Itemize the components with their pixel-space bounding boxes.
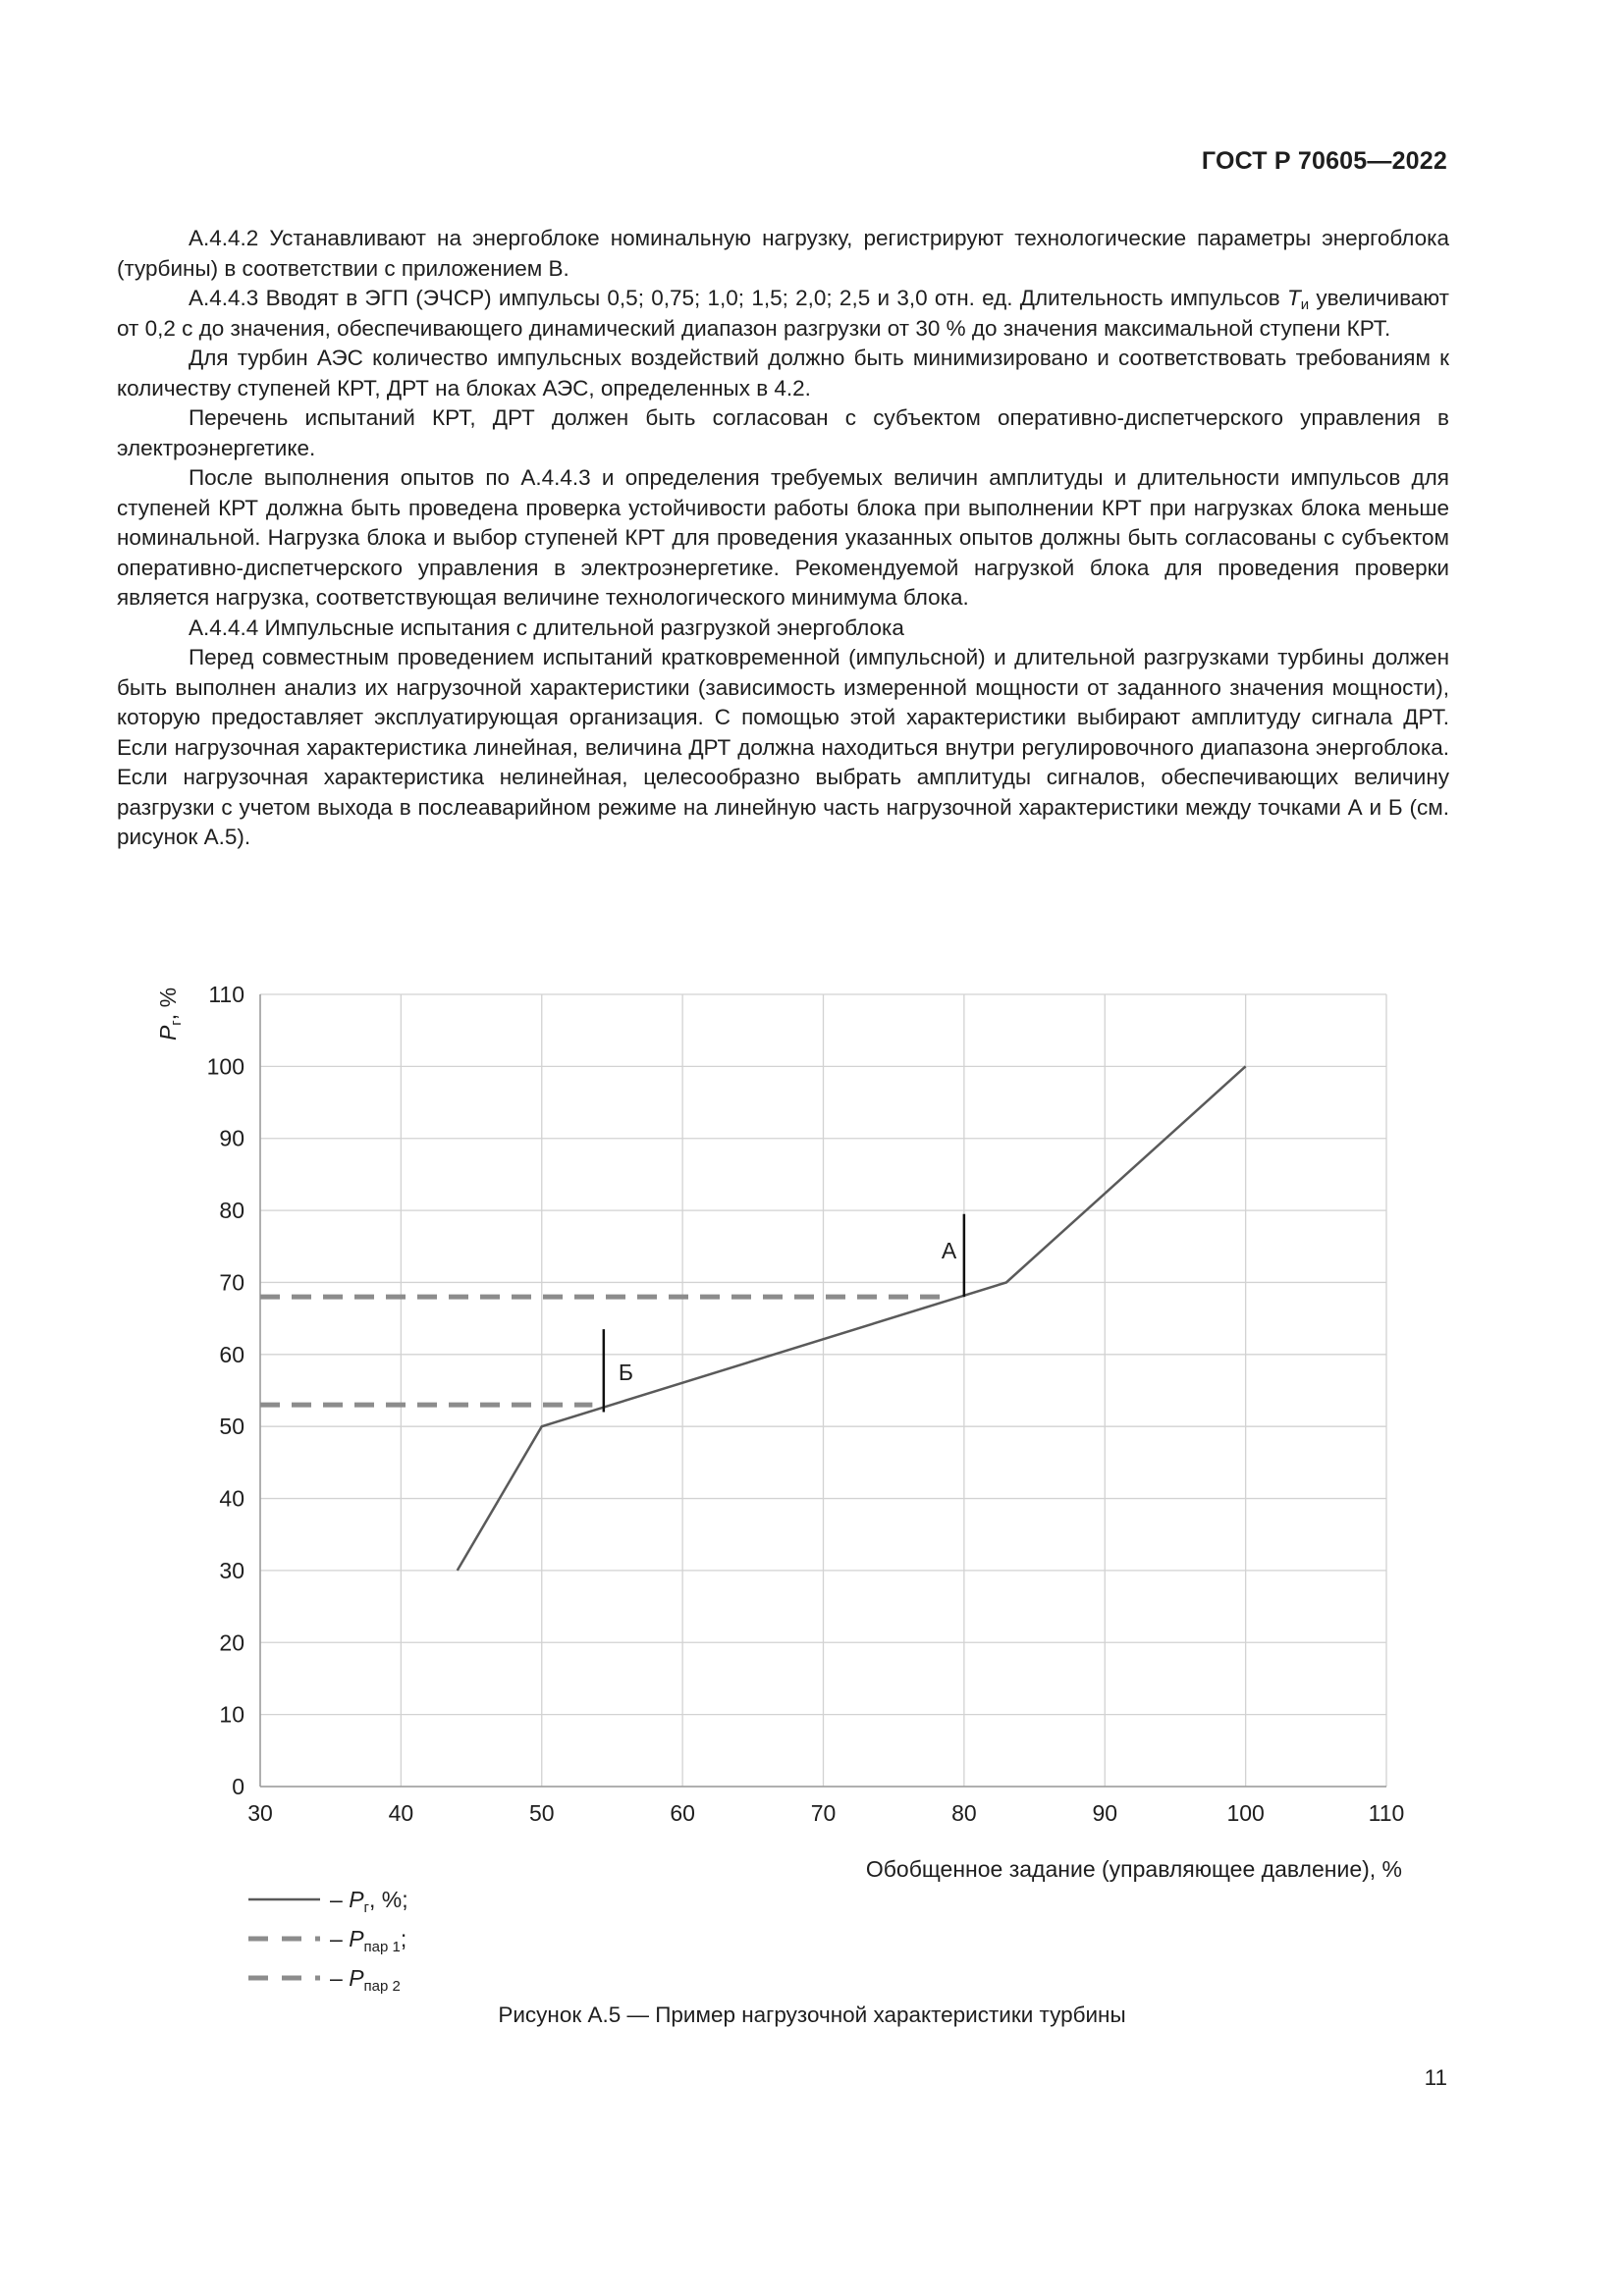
paragraph-a443-start: А.4.4.3 Вводят в ЭГП (ЭЧСР) импульсы 0,5; 0,75; 1,0; 1,5; 2,0; 2,5 и 3,0 отн. ед. Длительность импульсов (189, 286, 1287, 310)
y-axis-label: $P_г$, % (155, 987, 185, 1041)
y-tick-label: 90 (219, 1125, 244, 1151)
paragraph-a443-end: увеличивают от 0,2 с до значения, обеспечивающего динамический диапазон разгрузки от 30 % до значения максимальной ступени КРТ. (117, 286, 1449, 341)
paragraph-stability-check: После выполнения опытов по А.4.4.3 и определения требуемых величин амплитуды и длительности импульсов для ступеней КРТ должна быть проведена проверка устойчивости работы блока при выполнении КРТ при нагрузках блока меньше номинальной. Нагрузка блока и выбор ступеней КРТ для проведения указанных опытов должны быть согласованы с субъектом оперативно-диспетчерского управления в электроэнергетике. Рекомендуемой нагрузкой блока для проведения проверки является нагрузка, соответствующая величине технологического минимума блока. (117, 465, 1449, 610)
y-tick-label: 20 (219, 1629, 244, 1656)
pulse-duration-subscript: и (1300, 296, 1310, 313)
x-tick-label: 50 (528, 1800, 555, 1826)
series-line-pg (458, 1066, 1246, 1571)
load-characteristic-chart (0, 962, 1624, 2002)
legend-entry: – $P_{пар 2}$ (330, 1965, 401, 1995)
x-tick-label: 30 (247, 1800, 273, 1826)
y-tick-label: 70 (219, 1269, 244, 1296)
body-text (117, 224, 1449, 853)
y-tick-label: 30 (219, 1557, 244, 1583)
x-tick-label: 90 (1092, 1800, 1118, 1826)
paragraph-a443 (117, 284, 1449, 344)
paragraph-aes-impulses: Для турбин АЭС количество импульсных воздействий должно быть минимизировано и соответствовать требованиям к количеству ступеней КРТ, ДРТ на блоках АЭС, определенных в 4.2. (117, 346, 1449, 400)
x-tick-label: 60 (670, 1800, 695, 1826)
y-tick-label: 100 (206, 1053, 244, 1080)
y-tick-label: 50 (219, 1414, 244, 1440)
x-axis-label: Обобщенное задание (управляющее давление), % (865, 1856, 1402, 1882)
paragraph-a442: А.4.4.2 Устанавливают на энергоблоке номинальную нагрузку, регистрируют технологические параметры энергоблока (турбины) в соответствии с приложением В. (117, 226, 1449, 281)
y-tick-label: 60 (219, 1341, 244, 1367)
y-tick-label: 40 (219, 1485, 244, 1512)
legend-entry: – $P_{пар 1}$; (330, 1926, 407, 1955)
marker-label: Б (618, 1360, 633, 1386)
marker-label: А (941, 1237, 957, 1263)
figure-caption: Рисунок А.5 — Пример нагрузочной характеристики турбины (498, 2002, 1126, 2027)
x-tick-label: 100 (1226, 1800, 1265, 1826)
y-tick-label: 80 (219, 1198, 244, 1224)
y-tick-label: 10 (219, 1701, 244, 1728)
x-tick-label: 80 (951, 1800, 977, 1826)
x-tick-label: 110 (1368, 1800, 1405, 1826)
paragraph-load-characteristic: Перед совместным проведением испытаний кратковременной (импульсной) и длительной разгрузками турбины должен быть выполнен анализ их нагрузочной характеристики (зависимость измеренной мощности от заданного значения мощности), которую предоставляет эксплуатирующая организация. С помощью этой характеристики выбирают амплитуду сигнала ДРТ. Если нагрузочная характеристика линейная, величина ДРТ должна находиться внутри регулировочного диапазона энергоблока. Если нагрузочная характеристика нелинейная, целесообразно выбрать амплитуды сигналов, обеспечивающих величину разгрузки с учетом выхода в послеаварийном режиме на линейную часть нагрузочной характеристики между точками А и Б (см. рисунок А.5). (117, 645, 1449, 849)
x-tick-label: 40 (388, 1800, 414, 1826)
paragraph-test-list: Перечень испытаний КРТ, ДРТ должен быть согласован с субъектом оперативно-диспетчерского управления в электроэнергетике. (117, 405, 1449, 460)
page-number: 11 (1424, 2065, 1447, 2090)
paragraph-a444-heading: А.4.4.4 Импульсные испытания с длительной разгрузкой энергоблока (189, 614, 904, 640)
pulse-duration-symbol: Т (1286, 286, 1301, 310)
y-tick-label: 110 (208, 982, 244, 1007)
y-tick-label: 0 (232, 1774, 244, 1799)
x-tick-label: 70 (810, 1800, 837, 1826)
legend-entry: – $P_г$, %; (330, 1887, 408, 1916)
document-header: ГОСТ Р 70605—2022 (1201, 147, 1447, 175)
